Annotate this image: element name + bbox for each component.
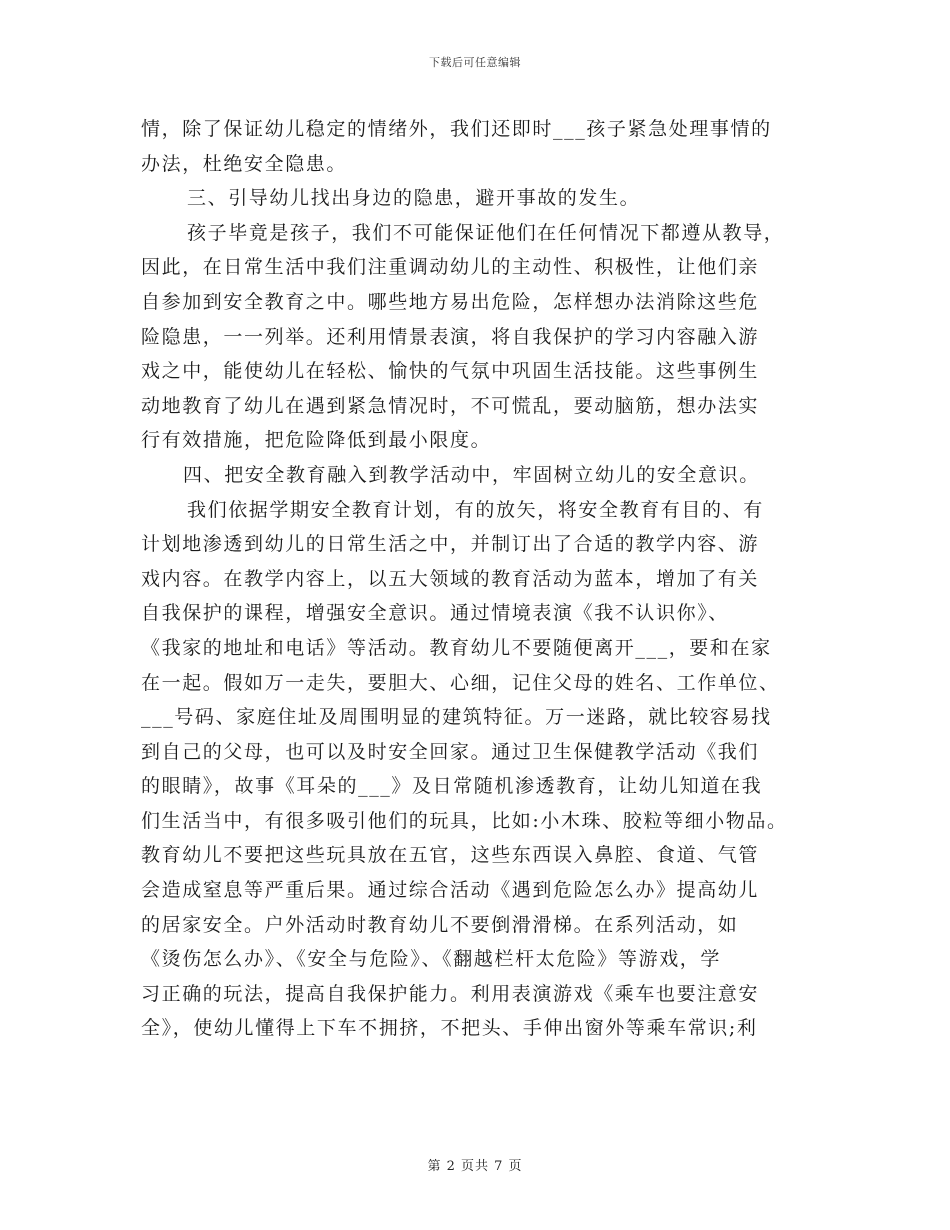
text-line: 在一起。假如万一走失，要胆大、心细，记住父母的姓名、工作单位、 [141, 671, 780, 694]
text-line: 们生活当中，有很多吸引他们的玩具，比如:小木珠、胶粒等细小物品。 [141, 809, 788, 832]
text-line: 情，除了保证幼儿稳定的情绪外，我们还即时___孩子紧急处理事情的 [141, 118, 772, 140]
section-heading: 四、把安全教育融入到教学活动中，牢固树立幼儿的安全意识。 [183, 463, 760, 486]
text-line: 教育幼儿不要把这些玩具放在五官，这些东西误入鼻腔、食道、气管 [141, 844, 760, 867]
text-line: 戏之中，能使幼儿在轻松、愉快的气氛中巩固生活技能。这些事例生 [141, 360, 760, 383]
text-line: 《烫伤怎么办》、《安全与危险》、《翻越栏杆太危险》等游戏，学 [141, 948, 722, 971]
text-line: 计划地渗透到幼儿的日常生活之中，并制订出了合适的教学内容、游 [141, 533, 760, 556]
text-line: 自我保护的课程，增强安全意识。通过情境表演《我不认识你》、 [141, 602, 729, 625]
text-line: 险隐患，一一列举。还利用情景表演，将自我保护的学习内容融入游 [141, 325, 760, 348]
text-line: 全》，使幼儿懂得上下车不拥挤，不把头、手伸出窗外等乘车常识;利 [141, 1017, 758, 1040]
document-body [141, 112, 821, 1046]
text-line: 因此，在日常生活中我们注重调动幼儿的主动性、积极性，让他们亲 [141, 256, 760, 279]
text-line: 《我家的地址和电话》等活动。教育幼儿不要随便离开___，要和在家 [141, 636, 772, 659]
text-line: ___号码、家庭住址及周围明显的建筑特征。万一迷路，就比较容易找 [141, 706, 772, 729]
page-footer: 第 2 页共 7 页 [427, 1159, 523, 1174]
text-line: 办法，杜绝安全隐患。 [141, 152, 348, 175]
text-line: 自参加到安全教育之中。哪些地方易出危险，怎样想办法消除这些危 [141, 290, 760, 313]
text-line: 到自己的父母，也可以及时安全回家。通过卫生保健教学活动《我们 [141, 740, 760, 763]
text-line: 行有效措施，把危险降低到最小限度。 [141, 429, 492, 452]
text-line: 我们依据学期安全教育计划，有的放矢，将安全教育有目的、有 [187, 498, 764, 521]
text-line: 的居家安全。户外活动时教育幼儿不要倒滑滑梯。在系列活动，如 [141, 913, 739, 936]
text-line: 动地教育了幼儿在遇到紧急情况时，不可慌乱，要动脑筋，想办法实 [141, 394, 760, 417]
text-line: 戏内容。在教学内容上，以五大领域的教育活动为蓝本，增加了有关 [141, 567, 760, 590]
text-line: 会造成窒息等严重后果。通过综合活动《遇到危险怎么办》提高幼儿 [141, 879, 760, 902]
text-line: 的眼睛》，故事《耳朵的___》及日常随机渗透教育，让幼儿知道在我 [141, 775, 763, 798]
text-line: 习正确的玩法，提高自我保护能力。利用表演游戏《乘车也要注意安 [141, 982, 760, 1005]
page-header: 下载后可任意编辑 [429, 56, 521, 69]
section-heading: 三、引导幼儿找出身边的隐患，避开事故的发生。 [187, 187, 641, 210]
text-line: 孩子毕竟是孩子，我们不可能保证他们在任何情况下都遵从教导， [187, 221, 785, 244]
